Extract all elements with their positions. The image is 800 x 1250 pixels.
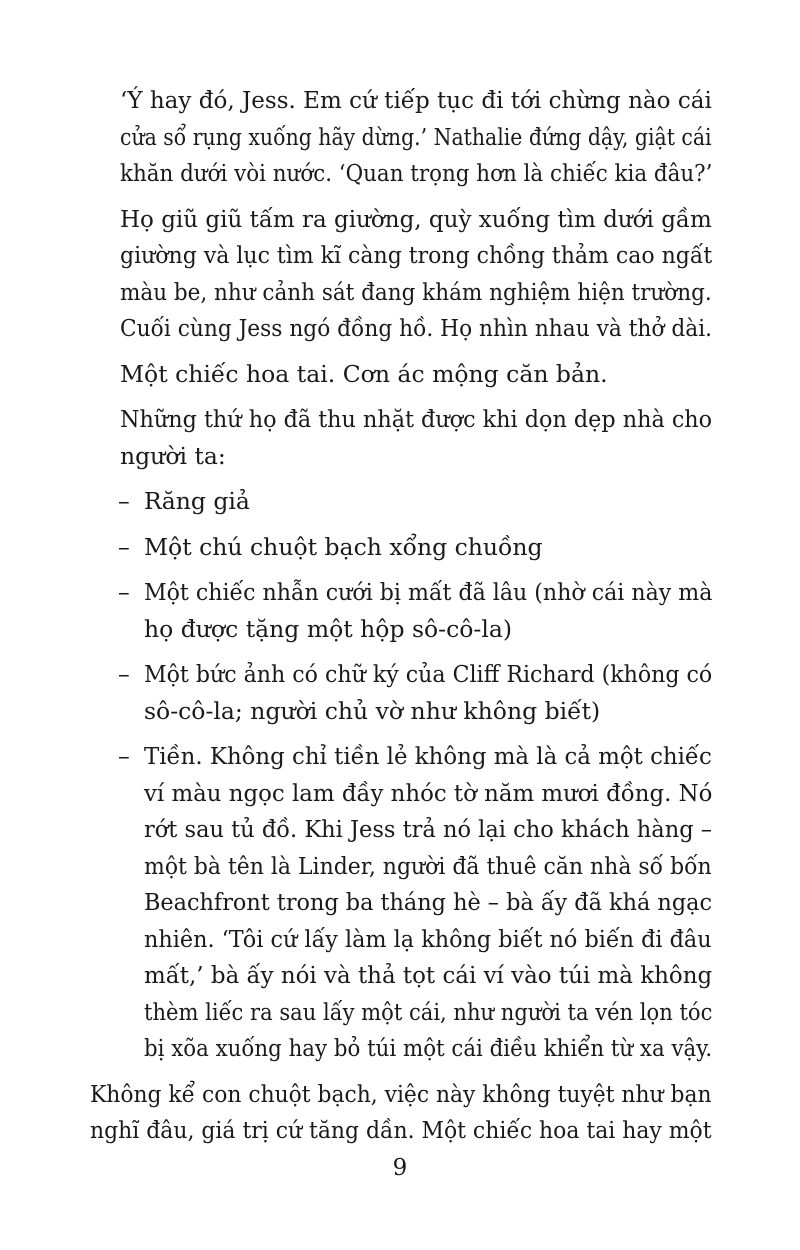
list-item: [90, 483, 712, 520]
text-line: ví màu ngọc lam đầy nhóc tờ năm mươi đồng. Nó: [144, 778, 713, 807]
dash-bullet: –: [118, 742, 130, 770]
text-line: nghĩ đâu, giá trị cứ tăng dần. Một chiếc hoa tai hay một: [90, 1116, 712, 1144]
list-item: [90, 738, 712, 1067]
text-line: Một bức ảnh có chữ ký của Cliff Richard (không có: [144, 660, 713, 688]
text-line: Răng giả: [144, 487, 250, 515]
list-item: [90, 656, 712, 729]
text-line: Tiền. Không chỉ tiền lẻ không mà là cả một chiếc: [144, 742, 712, 770]
dash-bullet: –: [118, 532, 130, 561]
text-line: Họ giũ giũ tấm ra giường, quỳ xuống tìm dưới gầm: [120, 204, 712, 233]
text-line: giường và lục tìm kĩ càng trong chồng thảm cao ngất: [120, 241, 713, 269]
text-line: Những thứ họ đã thu nhặt được khi dọn dẹp nhà cho: [120, 405, 713, 433]
paragraph-3: [90, 356, 712, 393]
dash-bullet: –: [118, 660, 130, 688]
paragraph-4: [90, 401, 712, 474]
text-line: cửa sổ rụng xuống hãy dừng.’ Nathalie đứng dậy, giật cái: [120, 122, 712, 151]
dash-bullet: –: [118, 487, 130, 515]
list-item: [90, 529, 712, 566]
page-body: [90, 82, 712, 1158]
page-number: 9: [392, 1155, 408, 1181]
text-line: ‘Ý hay đó, Jess. Em cứ tiếp tục đi tới chừng nào cái: [120, 86, 712, 114]
paragraph-2: [90, 201, 712, 347]
text-line: mất,’ bà ấy nói và thả tọt cái ví vào túi mà không: [144, 961, 713, 989]
text-line: một bà tên là Linder, người đã thuê căn nhà số bốn: [144, 851, 712, 880]
paragraph-1: [90, 82, 712, 192]
text-line: khăn dưới vòi nước. ‘Quan trọng hơn là chiếc kia đâu?’: [120, 159, 713, 187]
text-line: thèm liếc ra sau lấy một cái, như người ta vén lọn tóc: [144, 997, 713, 1026]
text-line: Không kể con chuột bạch, việc này không tuyệt như bạn: [90, 1079, 712, 1108]
dash-bullet: –: [118, 578, 130, 606]
text-line: sô-cô-la; người chủ vờ như không biết): [144, 696, 601, 725]
text-line: Beachfront trong ba tháng hè – bà ấy đã khá ngạc: [144, 888, 712, 916]
text-line: Cuối cùng Jess ngó đồng hồ. Họ nhìn nhau và thở dài.: [120, 314, 713, 342]
text-line: Một chiếc hoa tai. Cơn ác mộng căn bản.: [120, 359, 608, 388]
text-line: bị xõa xuống hay bỏ túi một cái điều khiển từ xa vậy.: [144, 1034, 713, 1062]
text-line: nhiên. ‘Tôi cứ lấy làm lạ không biết nó biến đi đâu: [144, 924, 712, 953]
text-line: họ được tặng một hộp sô-cô-la): [144, 614, 513, 643]
text-line: Một chú chuột bạch xổng chuồng: [144, 532, 543, 561]
text-line: màu be, như cảnh sát đang khám nghiệm hiện trường.: [120, 277, 712, 306]
found-items-list: [90, 483, 712, 1067]
closing-paragraph: [90, 1076, 712, 1149]
list-item: [90, 574, 712, 647]
text-line: Một chiếc nhẫn cưới bị mất đã lâu (nhờ cái này mà: [144, 578, 713, 606]
text-line: người ta:: [120, 441, 226, 470]
text-line: rớt sau tủ đồ. Khi Jess trả nó lại cho khách hàng –: [144, 815, 713, 843]
